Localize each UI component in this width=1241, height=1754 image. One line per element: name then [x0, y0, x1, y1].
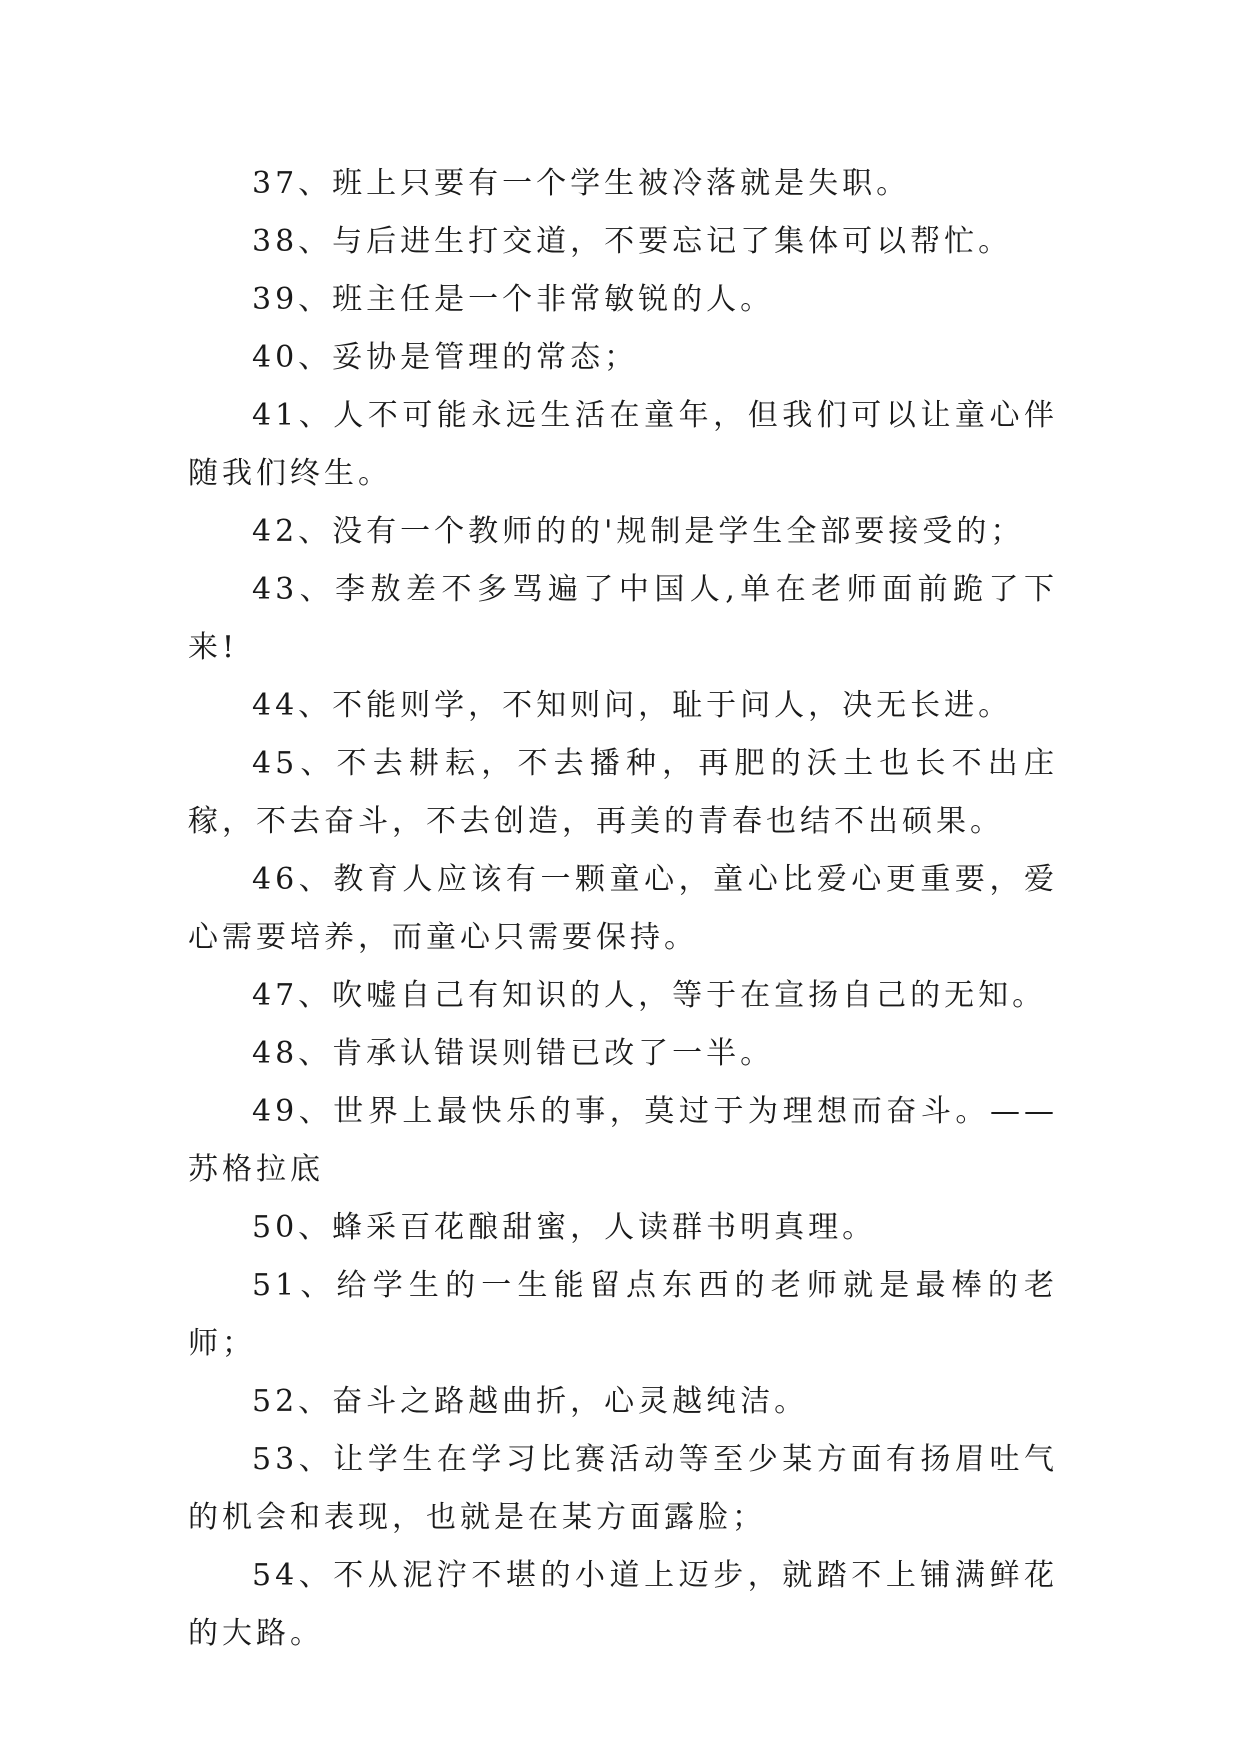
paragraph-52: 52、奋斗之路越曲折，心灵越纯洁。 [252, 1384, 809, 1419]
paragraph-50: 50、蜂采百花酿甜蜜，人读群书明真理。 [252, 1210, 877, 1245]
document-body [188, 155, 1058, 1663]
paragraph-51: 51、给学生的一生能留点东西的老师就是最棒的老师； [188, 1268, 1058, 1361]
paragraph-48: 48、肯承认错误则错已改了一半。 [252, 1036, 775, 1071]
paragraph-42: 42、没有一个教师的的'规制是学生全部要接受的； [252, 514, 1025, 549]
paragraph-43: 43、李敖差不多骂遍了中国人,单在老师面前跪了下来! [188, 572, 1058, 665]
paragraph-47: 47、吹嘘自己有知识的人，等于在宣扬自己的无知。 [252, 978, 1047, 1013]
paragraph-46: 46、教育人应该有一颗童心，童心比爱心更重要，爱心需要培养，而童心只需要保持。 [188, 862, 1058, 955]
paragraph-54: 54、不从泥泞不堪的小道上迈步，就踏不上铺满鲜花的大路。 [188, 1558, 1058, 1651]
paragraph-38: 38、与后进生打交道，不要忘记了集体可以帮忙。 [252, 224, 1013, 259]
paragraph-39: 39、班主任是一个非常敏锐的人。 [252, 282, 775, 317]
paragraph-40: 40、妥协是管理的常态； [252, 340, 639, 375]
paragraph-41: 41、人不可能永远生活在童年，但我们可以让童心伴随我们终生。 [188, 398, 1058, 491]
paragraph-37: 37、班上只要有一个学生被冷落就是失职。 [252, 166, 911, 201]
paragraph-44: 44、不能则学，不知则问，耻于问人，决无长进。 [252, 688, 1013, 723]
paragraph-53: 53、让学生在学习比赛活动等至少某方面有扬眉吐气的机会和表现，也就是在某方面露脸； [188, 1442, 1058, 1535]
paragraph-49: 49、世界上最快乐的事，莫过于为理想而奋斗。——苏格拉底 [188, 1094, 1058, 1187]
paragraph-45: 45、不去耕耘，不去播种，再肥的沃土也长不出庄稼，不去奋斗，不去创造，再美的青春也结不出硕果。 [188, 746, 1058, 839]
